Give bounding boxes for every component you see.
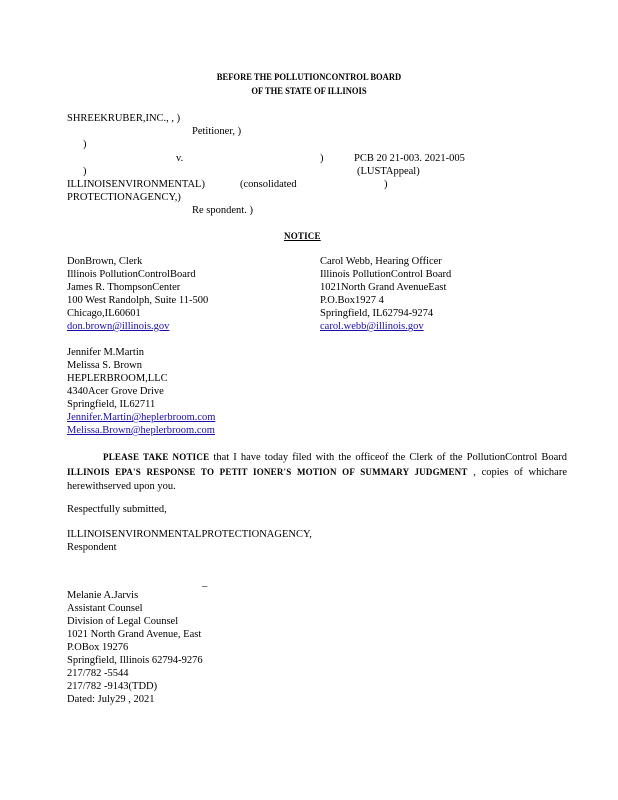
- caption-appeal-type: (LUSTAppeal): [357, 166, 420, 177]
- caption-respondent: Re spondent. ): [192, 205, 253, 216]
- document-title: ILLINOIS EPA'S RESPONSE TO PETIT IONER'S MOTION OF SUMMARY JUDGMENT: [67, 467, 468, 477]
- signature-line-text: Division of Legal Counsel: [67, 616, 179, 627]
- caption-paren-mid: ): [320, 153, 324, 164]
- email-link-brown[interactable]: Melissa.Brown@heplerbroom.com: [67, 425, 215, 436]
- addressee-counsel: [67, 346, 215, 437]
- closing-agency: ILLINOISENVIRONMENTALPROTECTIONAGENCY,: [67, 529, 312, 540]
- notice-text-1: that I have today filed with the officeof the Clerk of the PollutionControl Board: [213, 452, 568, 463]
- caption-paren-3: ): [384, 179, 388, 190]
- signature-line-text: 1021 North Grand Avenue, East: [67, 629, 202, 640]
- notice-text-2: , copies of whichare herewithserved upon you.: [67, 467, 568, 492]
- caption-versus: v.: [176, 153, 184, 164]
- caption-case-number: PCB 20 21-003. 2021-005: [354, 153, 465, 164]
- signature-line-text: P.OBox 19276: [67, 642, 129, 653]
- caption-petitioner: Petitioner, ): [192, 126, 242, 137]
- address-line: Melissa S. Brown: [67, 360, 142, 371]
- closing-role: Respondent: [67, 542, 117, 553]
- caption-party-2: ILLINOISENVIRONMENTAL): [67, 179, 205, 190]
- signature-line-text: 217/782 -9143(TDD): [67, 681, 158, 692]
- caption-consolidated: (consolidated: [240, 179, 297, 190]
- caption-party-1: SHREEKRUBER,INC., , ): [67, 113, 181, 124]
- header-line-2: OF THE STATE OF ILLINOIS: [251, 87, 367, 97]
- email-link-clerk[interactable]: don.brown@illinois.gov: [67, 321, 170, 332]
- addressee-clerk: [67, 255, 208, 333]
- signature-date: Dated: July29 , 2021: [67, 694, 155, 705]
- email-link-martin[interactable]: Jennifer.Martin@heplerbroom.com: [67, 412, 216, 423]
- closing-submitted: Respectfully submitted,: [67, 504, 167, 515]
- address-line: Carol Webb, Hearing Officer: [320, 256, 442, 267]
- caption-party-2b: PROTECTIONAGENCY,): [67, 192, 181, 203]
- address-line: DonBrown, Clerk: [67, 256, 143, 267]
- address-line: Springfield, IL62794-9274: [320, 308, 434, 319]
- signature-block: [67, 589, 203, 706]
- caption-paren-2: ): [83, 166, 87, 177]
- address-line: 1021North Grand AvenueEast: [320, 282, 447, 293]
- address-line: 4340Acer Grove Drive: [67, 386, 164, 397]
- address-line: Illinois PollutionControlBoard: [67, 269, 196, 280]
- address-line: Jennifer M.Martin: [67, 347, 144, 358]
- notice-title: NOTICE: [284, 231, 321, 241]
- email-link-hearing-officer[interactable]: carol.webb@illinois.gov: [320, 321, 424, 332]
- signature-line-text: Assistant Counsel: [67, 603, 143, 614]
- address-line: Chicago,IL60601: [67, 308, 141, 319]
- address-line: James R. ThompsonCenter: [67, 282, 181, 293]
- header-line-1: BEFORE THE POLLUTIONCONTROL BOARD: [216, 73, 402, 83]
- address-line: HEPLERBROOM,LLC: [67, 373, 168, 384]
- address-line: 100 West Randolph, Suite 11-500: [67, 295, 209, 306]
- signature-line-text: Melanie A.Jarvis: [67, 590, 139, 601]
- caption-paren-1: ): [83, 139, 87, 150]
- addressee-hearing-officer: [320, 255, 451, 333]
- notice-paragraph: [67, 450, 567, 494]
- notice-lead: PLEASE TAKE NOTICE: [103, 452, 210, 462]
- signature-line: _: [202, 577, 208, 588]
- signature-line-text: Springfield, Illinois 62794-9276: [67, 655, 203, 666]
- address-line: P.O.Box1927 4: [320, 295, 384, 306]
- address-line: Illinois PollutionControl Board: [320, 269, 452, 280]
- signature-line-text: 217/782 -5544: [67, 668, 129, 679]
- address-line: Springfield, IL62711: [67, 399, 156, 410]
